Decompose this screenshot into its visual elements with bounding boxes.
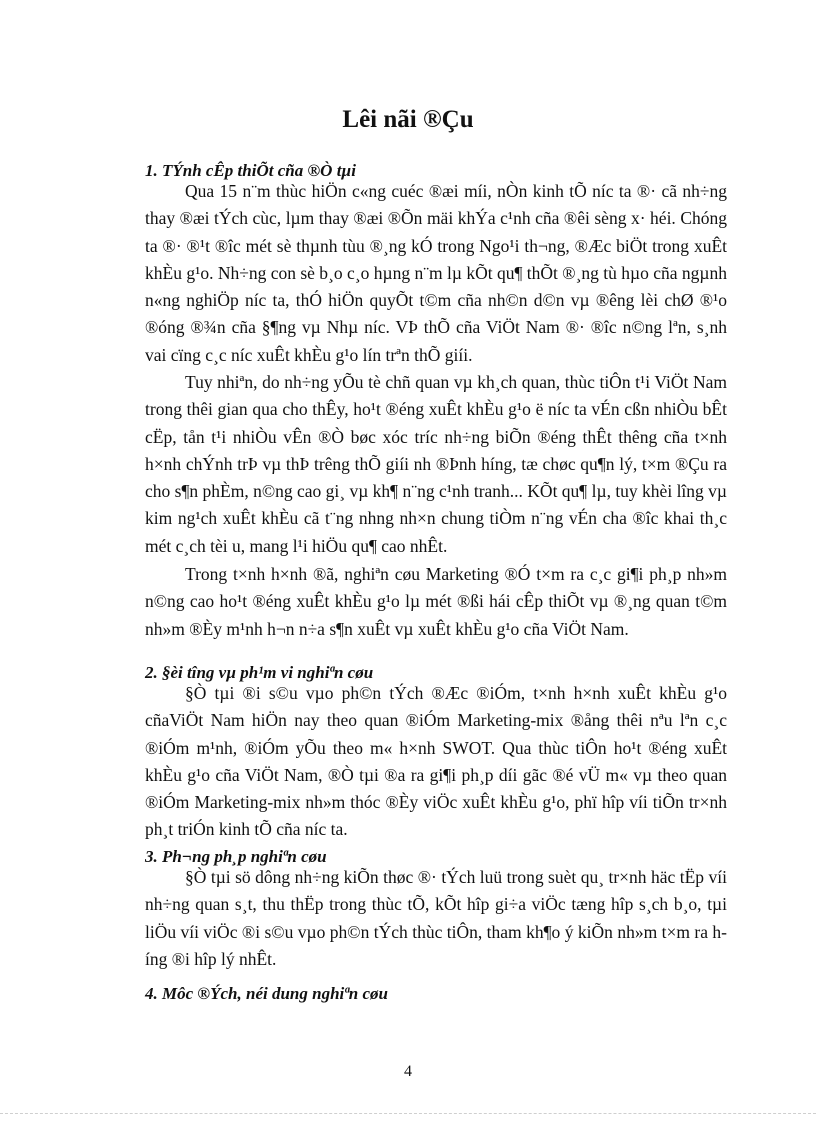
page-number: 4 bbox=[404, 1063, 412, 1080]
page-title: Lêi nãi ®Çu bbox=[342, 106, 474, 133]
section-heading-4: 4. Môc ®Ých, néi dung nghiªn cøu bbox=[145, 984, 388, 1003]
section-2-paragraph-1: §Ò tµi ®i s©u vµo ph©n tÝch ®Æc ®iÓm, t×nh h×nh xuÊt khÈu g¹o cñaViÖt Nam hiÖn nay theo quan ®iÓm Marketing-mix ®ång thêi nªu lªn c¸c ®iÓm m¹nh, ®iÓm yÕu theo m« h×nh SWOT. Qua thùc tiÔn ho¹t ®éng xuÊt khÈu g¹o cña ViÖt Nam, ®Ò tµi ®a ra gi¶i ph¸p díi gãc ®é vÜ m« vµ theo quan ®iÓm Marketing-mix nh»m thóc ®Èy viÖc xuÊt khÈu g¹o, phï hîp víi tiÕn tr×nh ph¸t triÓn kinh tÕ cña níc ta. bbox=[145, 683, 727, 840]
page-bottom-divider bbox=[0, 1113, 816, 1114]
section-heading-1: 1. TÝnh cÊp thiÕt cña ®Ò tµi bbox=[145, 161, 356, 180]
section-heading-2: 2. §èi tîng vµ ph¹m vi nghiªn cøu bbox=[145, 663, 374, 682]
section-1-paragraph-3: Trong t×nh h×nh ®ã, nghiªn cøu Marketing ®Ó t×m ra c¸c gi¶i ph¸p nh»m n©ng cao ho¹t ®éng xuÊt khÈu g¹o lµ mét ®ßi hái cÊp thiÕt vµ ®¸ng quan t©m nh»m ®Èy m¹nh h¬n n÷a s¶n xuÊt vµ xuÊt khÈu g¹o cña ViÖt Nam. bbox=[145, 564, 727, 639]
section-3-paragraph-1: §Ò tµi sö dông nh÷ng kiÕn thøc ®· tÝch luü trong suèt qu¸ tr×nh häc tËp víi nh÷ng quan s¸t, thu thËp trong thùc tÕ, kÕt hîp gi÷a viÖc tæng hîp s¸ch b¸o, tµi liÖu víi viÖc ®i s©u vµo ph©n tÝch thùc tiÔn, tham kh¶o ý kiÕn nh»m t×m ra híng ®i hîp lý nhÊt. bbox=[145, 867, 727, 969]
section-heading-3: 3. Ph¬ng ph¸p nghiªn cøu bbox=[145, 847, 327, 866]
section-1-paragraph-2: Tuy nhiªn, do nh÷ng yÕu tè chñ quan vµ kh¸ch quan, thùc tiÔn t¹i ViÖt Nam trong thêi gian qua cho thÊy, ho¹t ®éng xuÊt khÈu g¹o ë níc ta vÉn cßn nhiÒu bÊt cËp, tån t¹i nhiÒu vÊn ®Ò bøc xóc tríc nh÷ng biÕn ®éng thÊt thêng cña t×nh h×nh chÝnh trÞ vµ thÞ trêng thÕ giíi nh ®Þnh híng, tæ chøc qu¶n lý, t×m ®Çu ra cho s¶n phÈm, n©ng cao gi¸ vµ kh¶ n¨ng c¹nh tranh... KÕt qu¶ lµ, tuy khèi lîng vµ kim ng¹ch xuÊt khÈu cã t¨ng nhng nh×n chung tiÒm n¨ng vÉn cha ®îc khai th¸c mét c¸ch tèi u, mang l¹i hiÖu qu¶ cao nhÊt. bbox=[145, 372, 727, 556]
section-1-paragraph-1: Qua 15 n¨m thùc hiÖn c«ng cuéc ®æi míi, nÒn kinh tÕ níc ta ®· cã nh÷ng thay ®æi tÝch cùc, lµm thay ®æi ®Õn mäi khÝa c¹nh cña ®êi sèng x· héi. Chóng ta ®· ®¹t ®îc mét sè thµnh tùu ®¸ng kÓ trong Ngo¹i th¬ng, ®Æc biÖt trong xuÊt khÈu g¹o. Nh÷ng con sè b¸o c¸o hµng n¨m lµ kÕt qu¶ thÕt ®¸ng tù hµo cña ngµnh n«ng nghiÖp níc ta, thÓ hiÖn quyÕt t©m cña nh©n d©n vµ ®êng lèi chØ ®¹o ®óng ®¾n cña §¶ng vµ Nhµ níc. VÞ thÕ cña ViÖt Nam ®· ®îc n©ng lªn, s¸nh vai cïng c¸c níc xuÊt khÈu g¹o lín trªn thÕ giíi. bbox=[145, 181, 727, 365]
